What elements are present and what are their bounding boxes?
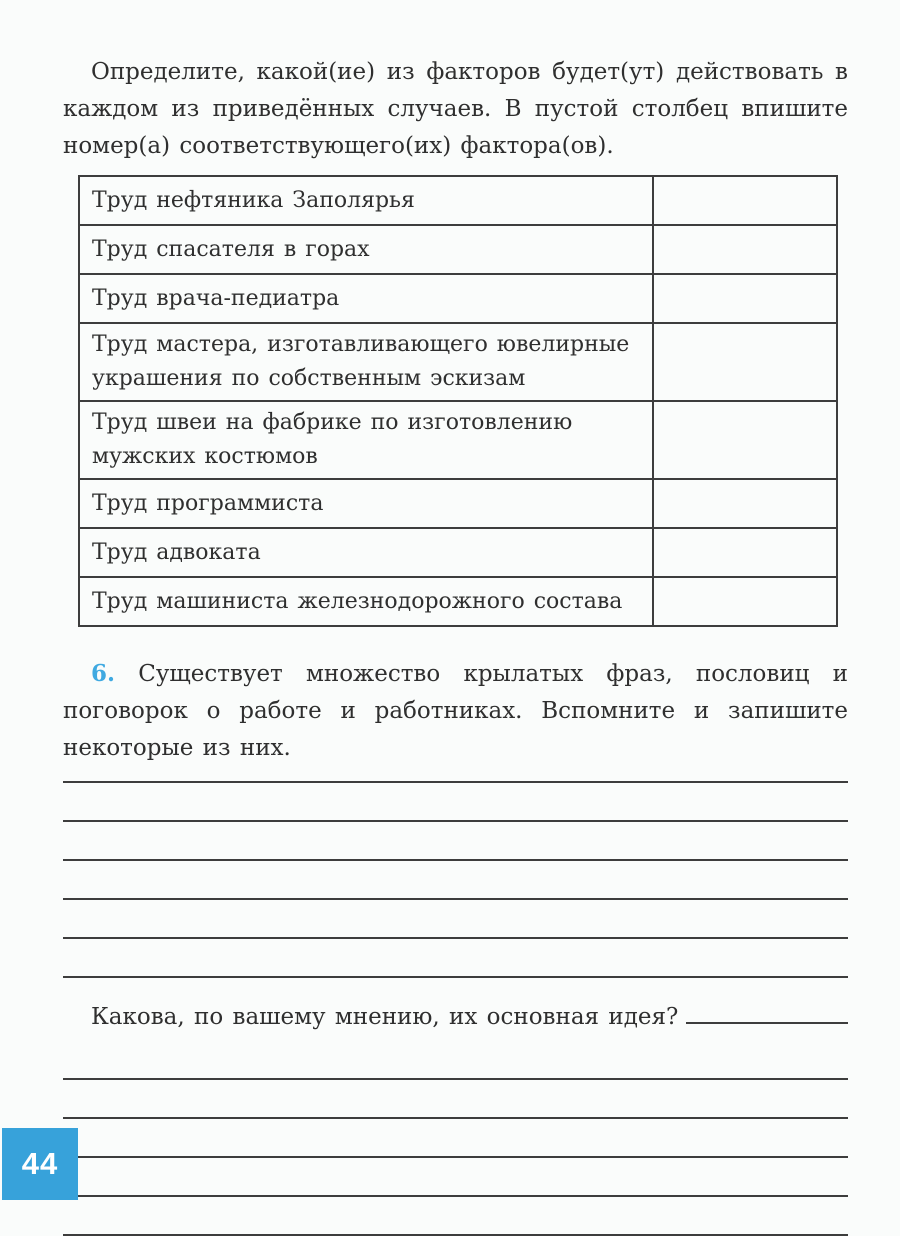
table-row <box>79 401 837 479</box>
task-cell: Труд спасателя в горах <box>79 225 653 274</box>
task-cell: Труд мастера, изготавливающего ювелирные украшения по собственным эскизам <box>79 323 653 401</box>
answer-line[interactable] <box>63 767 848 783</box>
table-row <box>79 528 837 577</box>
answer-cell[interactable] <box>653 225 837 274</box>
followup-question-text: Какова, по вашему мнению, их основная идея? <box>91 1004 679 1030</box>
answer-line[interactable] <box>63 1158 848 1197</box>
task-cell: Труд машиниста железнодорожного состава <box>79 577 653 626</box>
answer-line[interactable] <box>63 861 848 900</box>
task-instruction: Определите, какой(ие) из факторов будет(ут) действовать в каждом из приведённых случаев. В пустой столбец впишите номер(а) соответствующего(их) фактора(ов). <box>63 59 848 159</box>
table-row <box>79 176 837 225</box>
question-6-number: 6. <box>91 660 116 687</box>
answer-line[interactable] <box>63 1197 848 1236</box>
table-row <box>79 225 837 274</box>
table-row <box>79 323 837 401</box>
answer-line[interactable] <box>63 1080 848 1119</box>
answer-cell[interactable] <box>653 323 837 401</box>
answer-cell[interactable] <box>653 274 837 323</box>
answer-cell[interactable] <box>653 401 837 479</box>
factors-table <box>78 175 838 627</box>
task-cell: Труд адвоката <box>79 528 653 577</box>
task-cell: Труд врача-педиатра <box>79 274 653 323</box>
answer-cell[interactable] <box>653 479 837 528</box>
table-row <box>79 274 837 323</box>
task-cell: Труд швеи на фабрике по изготовлению мужских костюмов <box>79 401 653 479</box>
answer-line[interactable] <box>63 783 848 822</box>
answer-cell[interactable] <box>653 577 837 626</box>
question-6 <box>63 655 848 767</box>
page-content <box>63 54 848 1236</box>
page-number-badge: 44 <box>2 1128 78 1200</box>
answer-line[interactable] <box>63 1119 848 1158</box>
table-row <box>79 577 837 626</box>
answer-line[interactable] <box>63 1036 848 1080</box>
followup-question <box>63 994 848 1036</box>
answer-line[interactable] <box>63 939 848 978</box>
task-cell: Труд нефтяника Заполярья <box>79 176 653 225</box>
answer-cell[interactable] <box>653 528 837 577</box>
task-cell: Труд программиста <box>79 479 653 528</box>
answer-line[interactable] <box>63 822 848 861</box>
answer-line[interactable] <box>63 900 848 939</box>
question-6-answer-lines <box>63 767 848 978</box>
table-row <box>79 479 837 528</box>
answer-line[interactable] <box>686 994 848 1024</box>
question-6-text: Существует множество крылатых фраз, пословиц и поговорок о работе и работниках. Вспомните и запишите некоторые из них. <box>63 661 849 761</box>
answer-cell[interactable] <box>653 176 837 225</box>
followup-answer-lines <box>63 1036 848 1236</box>
